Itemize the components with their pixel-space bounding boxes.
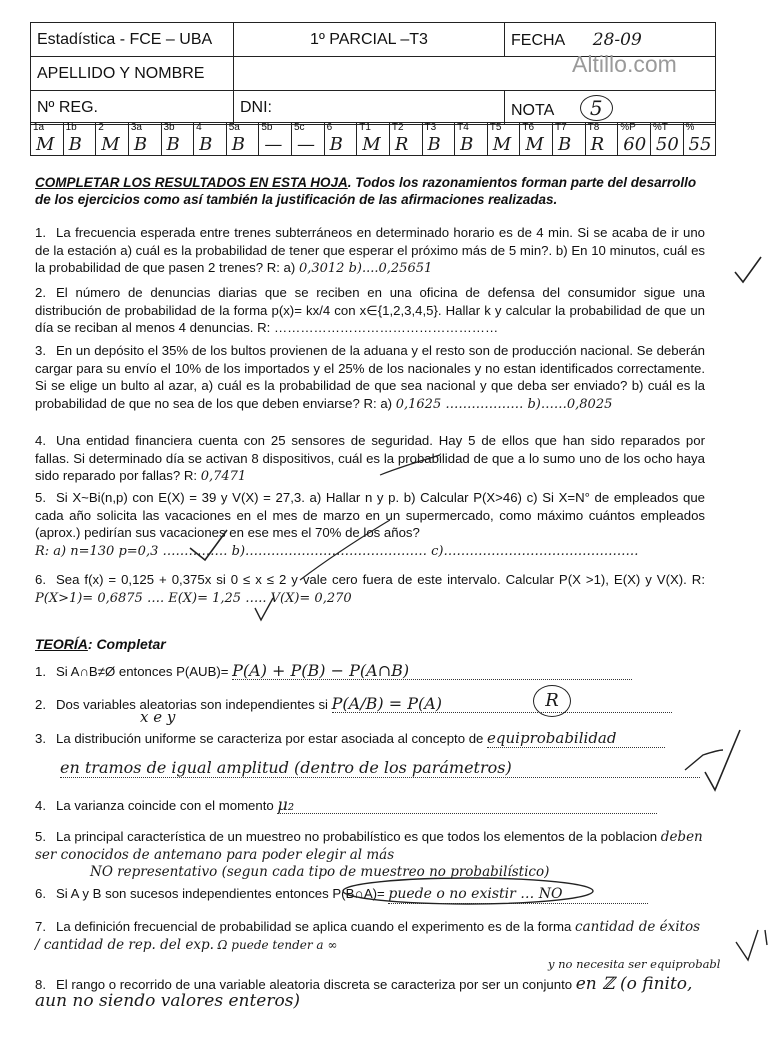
name-label: APELLIDO Y NOMBRE (37, 64, 205, 82)
answer: P(X>1)= 0,6875 …. E(X)= 1,25 ….. V(X)= 0,270 (35, 590, 352, 606)
course-name: Estadística - FCE – UBA (37, 30, 213, 48)
answer: 0,1625 ……………… b)……0,8025 (395, 396, 613, 412)
grade-cell (586, 123, 619, 155)
theory-item-2 (35, 695, 705, 713)
item-number: 7. (35, 919, 46, 934)
reg-cell (31, 91, 234, 125)
answer: μ₂ (277, 796, 657, 814)
question-5 (35, 489, 705, 560)
question-text: Sea f(x) = 0,125 + 0,375x si 0 ≤ x ≤ 2 y vale cero fuera de este intervalo. Calcular P(X >1), E(X) y V(X). R: (56, 572, 705, 587)
question-1 (35, 224, 705, 278)
question-text: El número de denuncias diarias que se reciben en una oficina de defensa del consumidor sigue una distribución de probabilidad de la forma p(x)= kx/4 con x∈{1,2,3,4,5}. Hallar k y calcular la probabilidad de que un día se reciban al menos 4 denuncias. R: …………………………………………… (35, 285, 705, 335)
item-number: 6. (35, 886, 46, 901)
item-number: 2. (35, 697, 46, 712)
grade-cell (488, 123, 521, 155)
question-number: 4. (35, 433, 46, 448)
item-number: 4. (35, 798, 46, 813)
item-number: 8. (35, 977, 46, 992)
item-text: La definición frecuencial de probabilidad se aplica cuando el experimento es de la forma (56, 919, 572, 934)
answer: deben ser conocidos de antemano para poder elegir al más (35, 829, 703, 863)
item-text: Si A y B son sucesos independientes entonces P(B∩A)= (56, 886, 385, 901)
name-label-cell (31, 57, 234, 91)
grade-label: 1b (65, 122, 77, 133)
watermark: Altillo.com (572, 51, 677, 77)
grade-label: T5 (489, 122, 502, 133)
item-number: 5. (35, 829, 46, 844)
dni-label: DNI: (240, 98, 272, 116)
grade-value: M (362, 134, 381, 155)
answer: P(A) + P(B) − P(A∩B) (232, 662, 632, 680)
grade-label: 4 (196, 122, 202, 133)
grade-label: 6 (326, 122, 333, 133)
question-4 (35, 432, 705, 486)
grade-label: 5b (261, 122, 273, 133)
grade-cell (194, 123, 227, 155)
question-number: 5. (35, 490, 46, 505)
nota-value: 5 (580, 95, 613, 121)
grade-cell (618, 123, 651, 155)
grade-value: B (329, 134, 343, 155)
grade-cell (520, 123, 553, 155)
grade-cell (259, 123, 292, 155)
item-text: La principal característica de un muestreo no probabilístico es que todos los elementos de la poblacion (56, 829, 658, 844)
grade-cell (390, 123, 423, 155)
answer: en ℤ (o finito, aun no siendo valores enteros) (35, 974, 693, 1011)
answer: P(A/B) = P(A) (332, 695, 672, 713)
question-text: Si X~Bi(n,p) con E(X) = 39 y V(X) = 27,3. a) Hallar n y p. b) Calcular P(X>46) c) Si X=N° de empleados que cada año solicita las vacaciones en el mes de marzo en un supermercado, como máximo cuántos empleados (aprox.) pedirían sus vacaciones en ese mes el 70% de los años? (35, 490, 705, 540)
question-2 (35, 284, 705, 337)
theory-item-6 (35, 885, 705, 904)
grade-cell (64, 123, 97, 155)
theory-item-8 (35, 976, 705, 1010)
grade-label: % (685, 122, 695, 133)
grade-label: T1 (359, 122, 371, 133)
item-text: Dos variables aleatorias son independientes si (56, 697, 328, 712)
item-text: Si A∩B≠Ø entonces P(AUB)= (56, 664, 229, 679)
grade-mark: R (533, 685, 571, 717)
grade-cell (129, 123, 162, 155)
nota-label: NOTA (511, 101, 554, 119)
grade-value: 50 (655, 134, 679, 155)
theory-item-3 (35, 730, 705, 748)
answer: R: a) n=130 p=0,3 …………… b)…………………………………… c)……………………………………… (35, 543, 639, 559)
exam-cell (234, 23, 505, 57)
grade-cell (357, 123, 390, 155)
grade-cell (31, 123, 64, 155)
question-text: Una entidad financiera cuenta con 25 sensores de seguridad. Hay 5 de ellos que han sido reparados por fallas. Si determinado día se activan 8 dispositivos, cuál es la probabilidad de que a lo sumo uno de los ocho haya sido reparado por fallas? R: (35, 433, 705, 483)
course-cell (31, 23, 234, 57)
grade-cell (325, 123, 358, 155)
answer-note: y no necesita ser equiprobabl (548, 957, 721, 971)
grade-value: B (166, 134, 180, 155)
question-number: 3. (35, 343, 46, 358)
answer: 0,7471 (200, 469, 247, 484)
reg-label: Nº REG. (37, 98, 98, 116)
item-number: 1. (35, 664, 46, 679)
grade-value: M (101, 134, 120, 155)
grade-label: 3a (130, 122, 142, 133)
grade-label: T8 (587, 122, 600, 133)
item-number: 3. (35, 731, 46, 746)
grade-cell (455, 123, 488, 155)
question-text: En un depósito el 35% de los bultos provienen de la aduana y el resto son de producción nacional. Se deberán cargar para su envío el 10% de los importados y el 25% de los nacionales y no estan identificados correctamente. Si se elige un bulto al azar, a) cuál es la probabilidad de que sea nacional y que deba ser enviado? b) cuál es la probabilidad de que no sea de los que deben enviarse? R: a) (35, 343, 705, 411)
grade-cell (423, 123, 456, 155)
grade-value: 55 (688, 134, 712, 155)
theory-item-4 (35, 796, 705, 814)
grade-cell (684, 123, 716, 155)
check-mark (705, 730, 740, 790)
grade-value: — (264, 134, 283, 155)
grade-value: B (68, 134, 82, 155)
grade-value: — (297, 134, 315, 155)
grade-label: 3b (163, 122, 175, 133)
answer: puede o no existir … NO (388, 886, 648, 904)
question-number: 2. (35, 285, 46, 300)
grade-label: T4 (457, 122, 469, 133)
answer: equiprobabilidad (487, 730, 665, 748)
theory-item-7 (35, 918, 705, 954)
item-text: La varianza coincide con el momento (56, 798, 274, 813)
grade-value: M (525, 134, 544, 155)
answer-continuation: NO representativo (segun cada tipo de muestreo no probabilístico) (90, 864, 550, 880)
grade-cell (227, 123, 260, 155)
grade-label: T6 (522, 122, 535, 133)
grade-label: 1a (33, 122, 45, 133)
grade-value: B (133, 134, 148, 155)
nota-cell (505, 91, 716, 125)
question-number: 1. (35, 225, 46, 240)
theory-heading: TEORÍA (35, 636, 88, 652)
question-text: La frecuencia esperada entre trenes subterráneos en determinado horario es de 4 min. Si se acaba de ir uno de la estación a) cuál es la probabilidad de tener que esperar el próximo más de 5 min?. b) En 10 minutos, cuál es la probabilidad de que pasen 2 trenes? R: a) (35, 225, 705, 275)
grade-value: M (36, 134, 55, 155)
item-text: El rango o recorrido de una variable aleatoria discreta se caracteriza por ser un conjunto (56, 977, 573, 992)
grades-row (30, 122, 716, 156)
grade-value: B (558, 134, 572, 155)
check-mark (735, 257, 761, 282)
question-3 (35, 342, 705, 413)
grade-cell (96, 123, 129, 155)
answer-continuation: en tramos de igual amplitud (dentro de los parámetros) (60, 758, 700, 778)
grade-cell (553, 123, 586, 155)
grade-label: %T (652, 122, 668, 133)
grade-value: M (492, 134, 512, 155)
question-number: 6. (35, 572, 46, 587)
grade-value: B (199, 134, 213, 155)
exam-title: 1º PARCIAL –T3 (310, 30, 428, 48)
grade-label: %P (620, 122, 636, 133)
answer: 0,3012 b)....0,25651 (298, 261, 433, 276)
answer: cantidad de éxitos / cantidad de rep. del exp. (35, 919, 701, 953)
question-6 (35, 571, 705, 607)
theory-item-5 (35, 828, 705, 864)
grade-value: B (231, 134, 245, 155)
grade-label: 5a (228, 122, 240, 133)
instructions (35, 174, 705, 208)
grade-value: R (394, 134, 409, 155)
instructions-text: . Todos los razonamientos forman parte del desarrollo de los ejercicios como así también la justificación de las afirmaciones realizadas. (35, 175, 697, 207)
check-mark (736, 930, 758, 960)
theory-item-1 (35, 662, 705, 680)
answer-continuation: Ω puede tender a ∞ (217, 938, 338, 952)
item-text: La distribución uniforme se caracteriza por estar asociada al concepto de (56, 731, 484, 746)
grade-label: 5c (294, 122, 305, 133)
grade-value: B (427, 134, 441, 155)
grade-label: T2 (391, 122, 404, 133)
date-label: FECHA (511, 31, 565, 49)
grade-label: T3 (424, 122, 437, 133)
grade-value: R (590, 134, 605, 155)
instructions-heading: COMPLETAR LOS RESULTADOS EN ESTA HOJA (35, 175, 348, 190)
pen-stroke (765, 930, 767, 945)
grade-label: 2 (98, 122, 104, 133)
grade-value: 60 (623, 134, 647, 155)
grade-cell (651, 123, 684, 155)
theory-title (35, 636, 166, 652)
theory-subheading: : Completar (87, 636, 166, 652)
date-value: 28-09 (592, 29, 642, 50)
grade-cell (162, 123, 195, 155)
dni-cell (234, 91, 505, 125)
grade-label: T7 (555, 122, 567, 133)
grade-value: B (460, 134, 474, 155)
grade-cell (292, 123, 325, 155)
handwritten-note: x e y (140, 708, 176, 726)
